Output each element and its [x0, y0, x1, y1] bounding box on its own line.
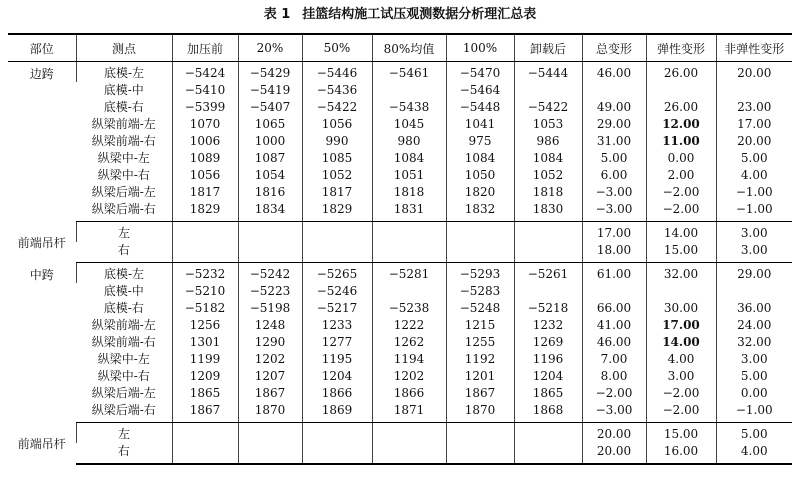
value-cell: −5446 [302, 62, 372, 83]
table-row [8, 116, 792, 133]
value-cell: 18.00 [582, 242, 646, 263]
value-cell: 66.00 [582, 300, 646, 317]
value-cell: 1084 [514, 150, 582, 167]
point-cell: 右 [76, 443, 172, 464]
value-cell: 1832 [446, 201, 514, 222]
value-cell: 1233 [302, 317, 372, 334]
value-cell: −2.00 [646, 402, 716, 423]
table-row [8, 184, 792, 201]
value-cell: −5399 [172, 99, 238, 116]
header-cell: 20% [238, 34, 302, 62]
value-cell: 14.00 [646, 222, 716, 243]
value-cell: −5422 [514, 99, 582, 116]
value-cell: 31.00 [582, 133, 646, 150]
value-cell [372, 222, 446, 243]
value-cell: 1204 [514, 368, 582, 385]
value-cell: 3.00 [716, 242, 792, 263]
value-cell [514, 283, 582, 300]
value-cell [172, 443, 238, 464]
value-cell [514, 423, 582, 444]
value-cell: −5461 [372, 62, 446, 83]
value-cell: −2.00 [646, 201, 716, 222]
table-row [8, 263, 792, 284]
value-cell: 1041 [446, 116, 514, 133]
table-row [8, 99, 792, 116]
value-cell: −1.00 [716, 184, 792, 201]
value-cell: 1831 [372, 201, 446, 222]
point-cell: 纵梁后端-左 [91, 386, 156, 400]
value-cell: −5422 [302, 99, 372, 116]
value-cell: −5182 [172, 300, 238, 317]
header-cell: 100% [446, 34, 514, 62]
table-row [8, 222, 792, 243]
value-cell [446, 242, 514, 263]
header-row [8, 34, 792, 62]
value-cell: 1269 [514, 334, 582, 351]
value-cell: 1050 [446, 167, 514, 184]
value-cell: 1202 [372, 368, 446, 385]
table-row [8, 201, 792, 222]
value-cell: 1196 [514, 351, 582, 368]
value-cell: 1202 [238, 351, 302, 368]
value-cell: 17.00 [646, 317, 716, 334]
value-cell: 4.00 [716, 443, 792, 464]
value-cell: 17.00 [716, 116, 792, 133]
table-row [8, 62, 792, 83]
value-cell [372, 423, 446, 444]
value-cell: −5424 [172, 62, 238, 83]
point-cell: 纵梁后端-右 [76, 402, 172, 423]
point-cell: 左 [76, 222, 172, 243]
header-cell: 80%均值 [372, 34, 446, 62]
point-cell: 底模-右 [103, 301, 144, 315]
value-cell: 30.00 [646, 300, 716, 317]
value-cell [238, 443, 302, 464]
table-body [8, 62, 792, 465]
value-cell: −5419 [238, 82, 302, 99]
value-cell: 1085 [302, 150, 372, 167]
value-cell [238, 423, 302, 444]
value-cell: 1829 [172, 201, 238, 222]
value-cell: 1865 [172, 385, 238, 402]
value-cell: −2.00 [646, 184, 716, 201]
value-cell: 1867 [446, 385, 514, 402]
value-cell: 1232 [514, 317, 582, 334]
value-cell: 12.00 [646, 116, 716, 133]
value-cell [372, 283, 446, 300]
value-cell: −5242 [238, 263, 302, 284]
value-cell: 1051 [372, 167, 446, 184]
point-cell: 底模-右 [103, 100, 144, 114]
value-cell: −5281 [372, 263, 446, 284]
value-cell: 1817 [172, 184, 238, 201]
point-cell: 右 [76, 242, 172, 263]
value-cell: 1248 [238, 317, 302, 334]
value-cell: 3.00 [716, 351, 792, 368]
value-cell: 1052 [302, 167, 372, 184]
value-cell: 1817 [302, 184, 372, 201]
value-cell: −5238 [372, 300, 446, 317]
value-cell: 0.00 [646, 150, 716, 167]
point-cell: 纵梁中-右 [97, 369, 150, 383]
value-cell: 41.00 [582, 317, 646, 334]
value-cell: 1818 [372, 184, 446, 201]
value-cell [716, 82, 792, 99]
value-cell: 1829 [302, 201, 372, 222]
value-cell: −5410 [172, 82, 238, 99]
table-row [8, 334, 792, 351]
value-cell: 3.00 [646, 368, 716, 385]
header-cell: 部位 [8, 34, 76, 62]
value-cell: 16.00 [646, 443, 716, 464]
value-cell: 975 [446, 133, 514, 150]
value-cell [238, 242, 302, 263]
value-cell: −5246 [302, 283, 372, 300]
value-cell: −5470 [446, 62, 514, 83]
value-cell: −5283 [446, 283, 514, 300]
value-cell: −5436 [302, 82, 372, 99]
value-cell: 29.00 [582, 116, 646, 133]
value-cell: 1301 [172, 334, 238, 351]
value-cell: −3.00 [582, 201, 646, 222]
part-cell: 前端吊杆 [17, 236, 66, 250]
point-cell: 左 [76, 423, 172, 444]
value-cell: 1830 [514, 201, 582, 222]
value-cell: 4.00 [716, 167, 792, 184]
value-cell: 20.00 [582, 443, 646, 464]
value-cell: 36.00 [716, 300, 792, 317]
value-cell: 20.00 [582, 423, 646, 444]
value-cell: 15.00 [646, 423, 716, 444]
value-cell: 1199 [172, 351, 238, 368]
value-cell: −5248 [446, 300, 514, 317]
value-cell: 1204 [302, 368, 372, 385]
header-cell: 加压前 [172, 34, 238, 62]
value-cell: 1262 [372, 334, 446, 351]
value-cell: −5198 [238, 300, 302, 317]
value-cell: 980 [372, 133, 446, 150]
value-cell [172, 242, 238, 263]
value-cell: 1868 [514, 402, 582, 423]
value-cell [302, 423, 372, 444]
value-cell: 1000 [238, 133, 302, 150]
value-cell: 1052 [514, 167, 582, 184]
value-cell [514, 443, 582, 464]
value-cell: 1192 [446, 351, 514, 368]
point-cell: 纵梁前端-右 [91, 335, 156, 349]
value-cell: 5.00 [716, 150, 792, 167]
point-cell: 纵梁后端-左 [91, 185, 156, 199]
value-cell: 3.00 [716, 222, 792, 243]
table-row [8, 443, 792, 464]
value-cell: −1.00 [716, 201, 792, 222]
value-cell [302, 242, 372, 263]
value-cell: −1.00 [716, 402, 792, 423]
table-row [8, 317, 792, 334]
value-cell: 1255 [446, 334, 514, 351]
value-cell: 1065 [238, 116, 302, 133]
value-cell: 6.00 [582, 167, 646, 184]
table-row [8, 167, 792, 184]
point-cell: 纵梁后端-右 [76, 201, 172, 222]
value-cell: 46.00 [582, 334, 646, 351]
header-cell: 非弹性变形 [716, 34, 792, 62]
table-row [8, 351, 792, 368]
value-cell: 32.00 [716, 334, 792, 351]
table-number: 表 1 [263, 7, 291, 22]
value-cell: 1869 [302, 402, 372, 423]
value-cell [372, 443, 446, 464]
header-cell: 弹性变形 [646, 34, 716, 62]
value-cell: 61.00 [582, 263, 646, 284]
value-cell: 7.00 [582, 351, 646, 368]
value-cell: 1256 [172, 317, 238, 334]
value-cell: 1866 [302, 385, 372, 402]
value-cell: 1215 [446, 317, 514, 334]
part-cell: 前端吊杆 [17, 437, 66, 452]
value-cell [372, 82, 446, 99]
part-cell: 中跨 [29, 267, 54, 282]
value-cell: 1870 [446, 402, 514, 423]
value-cell: −5429 [238, 62, 302, 83]
value-cell: −5464 [446, 82, 514, 99]
value-cell [446, 222, 514, 243]
point-cell: 纵梁前端-左 [91, 117, 156, 131]
value-cell: 1818 [514, 184, 582, 201]
value-cell [302, 222, 372, 243]
value-cell: 20.00 [716, 133, 792, 150]
value-cell: 1209 [172, 368, 238, 385]
table-row [8, 133, 792, 150]
table-row [8, 82, 792, 99]
table-row [8, 368, 792, 385]
value-cell: −5217 [302, 300, 372, 317]
value-cell: 1195 [302, 351, 372, 368]
value-cell: −5265 [302, 263, 372, 284]
value-cell: −5232 [172, 263, 238, 284]
header-cell: 总变形 [582, 34, 646, 62]
value-cell [646, 283, 716, 300]
value-cell [238, 222, 302, 243]
point-cell: 底模-中 [103, 83, 144, 97]
value-cell: 1865 [514, 385, 582, 402]
value-cell [514, 242, 582, 263]
value-cell: −5448 [446, 99, 514, 116]
table-row [8, 300, 792, 317]
value-cell [302, 443, 372, 464]
value-cell: 1201 [446, 368, 514, 385]
value-cell: 1070 [172, 116, 238, 133]
value-cell: 1277 [302, 334, 372, 351]
value-cell: 32.00 [646, 263, 716, 284]
value-cell: 46.00 [582, 62, 646, 83]
value-cell: −5293 [446, 263, 514, 284]
value-cell: 1867 [238, 385, 302, 402]
point-cell: 纵梁中-右 [97, 168, 150, 182]
part-cell: 边跨 [29, 67, 54, 81]
value-cell: 1084 [446, 150, 514, 167]
value-cell: 1056 [172, 167, 238, 184]
point-cell: 纵梁中-左 [97, 151, 150, 165]
table-row [8, 283, 792, 300]
value-cell: 1054 [238, 167, 302, 184]
value-cell: 26.00 [646, 99, 716, 116]
value-cell: −5407 [238, 99, 302, 116]
value-cell: −5261 [514, 263, 582, 284]
header-cell: 卸载后 [514, 34, 582, 62]
value-cell [646, 82, 716, 99]
point-cell: 纵梁中-左 [97, 352, 150, 366]
value-cell: 20.00 [716, 62, 792, 83]
table-row [8, 242, 792, 263]
value-cell [716, 283, 792, 300]
table-row [8, 150, 792, 167]
value-cell: 29.00 [716, 263, 792, 284]
value-cell [172, 222, 238, 243]
value-cell: 1870 [238, 402, 302, 423]
value-cell: 5.00 [716, 423, 792, 444]
value-cell: 1820 [446, 184, 514, 201]
table-row [8, 385, 792, 402]
header-cell: 50% [302, 34, 372, 62]
value-cell: 2.00 [646, 167, 716, 184]
header-cell: 测点 [76, 34, 172, 62]
value-cell: 1222 [372, 317, 446, 334]
value-cell: 0.00 [716, 385, 792, 402]
value-cell [514, 222, 582, 243]
value-cell: 1087 [238, 150, 302, 167]
value-cell: 15.00 [646, 242, 716, 263]
value-cell: 1834 [238, 201, 302, 222]
value-cell: 1207 [238, 368, 302, 385]
value-cell: 1871 [372, 402, 446, 423]
value-cell: −5438 [372, 99, 446, 116]
value-cell: 1089 [172, 150, 238, 167]
value-cell: 14.00 [646, 334, 716, 351]
value-cell: −5210 [172, 283, 238, 300]
value-cell: 26.00 [646, 62, 716, 83]
point-cell: 底模-左 [76, 263, 172, 284]
value-cell: 1867 [172, 402, 238, 423]
value-cell: 8.00 [582, 368, 646, 385]
value-cell: 1053 [514, 116, 582, 133]
value-cell: 1866 [372, 385, 446, 402]
value-cell: −2.00 [646, 385, 716, 402]
point-cell: 底模-中 [103, 284, 144, 298]
value-cell [172, 423, 238, 444]
value-cell: 24.00 [716, 317, 792, 334]
value-cell: 1045 [372, 116, 446, 133]
value-cell: 1194 [372, 351, 446, 368]
value-cell: 1084 [372, 150, 446, 167]
value-cell: 1816 [238, 184, 302, 201]
value-cell [372, 242, 446, 263]
value-cell: −5223 [238, 283, 302, 300]
table-row [8, 423, 792, 444]
value-cell: 17.00 [582, 222, 646, 243]
value-cell: −3.00 [582, 402, 646, 423]
value-cell [446, 423, 514, 444]
point-cell: 纵梁前端-左 [91, 318, 156, 332]
value-cell: 5.00 [716, 368, 792, 385]
value-cell: 5.00 [582, 150, 646, 167]
value-cell [582, 82, 646, 99]
value-cell [514, 82, 582, 99]
value-cell: 11.00 [646, 133, 716, 150]
value-cell: 49.00 [582, 99, 646, 116]
point-cell: 纵梁前端-右 [91, 134, 156, 148]
value-cell: −2.00 [582, 385, 646, 402]
value-cell: −3.00 [582, 184, 646, 201]
value-cell: 1056 [302, 116, 372, 133]
table-title [0, 6, 800, 24]
value-cell: 986 [514, 133, 582, 150]
value-cell: −5444 [514, 62, 582, 83]
data-table [8, 33, 792, 465]
value-cell: 1290 [238, 334, 302, 351]
table-caption: 挂篮结构施工试压观测数据分析理汇总表 [302, 7, 537, 22]
value-cell: 23.00 [716, 99, 792, 116]
point-cell: 底模-左 [76, 62, 172, 83]
value-cell: 4.00 [646, 351, 716, 368]
value-cell [582, 283, 646, 300]
value-cell [446, 443, 514, 464]
value-cell: 1006 [172, 133, 238, 150]
table-row [8, 402, 792, 423]
value-cell: 990 [302, 133, 372, 150]
value-cell: −5218 [514, 300, 582, 317]
